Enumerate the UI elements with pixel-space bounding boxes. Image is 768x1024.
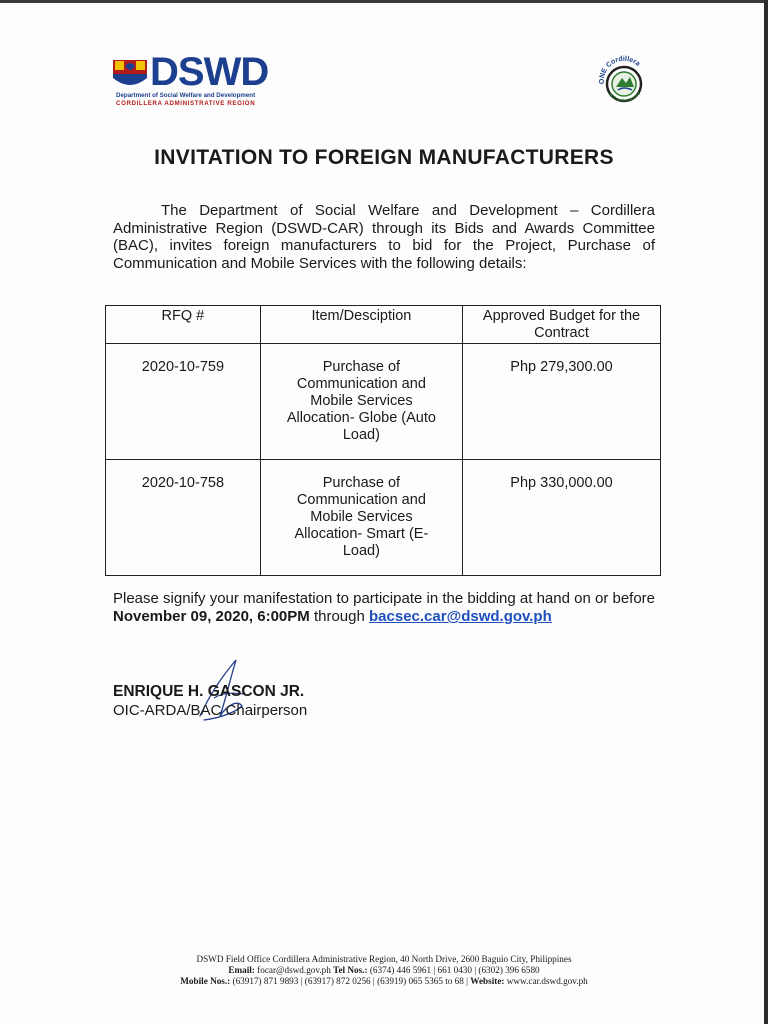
seal-bottom-text: YES to Autonomy xyxy=(607,90,642,103)
rfq-number: 2020-10-758 xyxy=(106,460,261,576)
signatory-position: OIC-ARDA/BAC Chairperson xyxy=(113,702,308,719)
logo-subtitle-region: CORDILLERA ADMINISTRATIVE REGION xyxy=(116,100,256,107)
scan-edge-top xyxy=(0,0,768,3)
rfq-number: 2020-10-759 xyxy=(106,344,261,460)
logo-wordmark: DSWD xyxy=(150,50,269,94)
table-header-row xyxy=(106,306,661,344)
item-description: Purchase of Communication and Mobile Services Allocation- Smart (E-Load) xyxy=(294,475,429,559)
dswd-logo xyxy=(112,50,282,116)
item-description: Purchase of Communication and Mobile Services Allocation- Globe (Auto Load) xyxy=(286,359,436,443)
closing-text: Please signify your manifestation to participate in the bidding at hand on or before xyxy=(113,590,656,607)
document-title: INVITATION TO FOREIGN MANUFACTURERS xyxy=(154,146,614,169)
footer-mobile-label: Mobile Nos.: xyxy=(180,976,231,986)
closing-through: through xyxy=(309,608,369,625)
dswd-emblem-icon xyxy=(112,58,148,90)
signatory-name: ENRIQUE H. GASCON JR. xyxy=(113,683,305,700)
submission-deadline: November 09, 2020, 6:00PM xyxy=(113,608,310,625)
table-row xyxy=(106,460,661,576)
footer-website-label: Website: xyxy=(470,976,505,986)
approved-budget: Php 330,000.00 xyxy=(463,460,661,576)
footer-mobile-numbers: (63917) 871 9893 | (63917) 872 0256 | (63919) 065 5365 to 68 | xyxy=(232,976,468,986)
footer-tel-label: Tel Nos.: xyxy=(333,965,368,975)
footer-email-label: Email: xyxy=(228,965,255,975)
header-approved-budget: Approved Budget for the Contract xyxy=(463,306,661,344)
intro-paragraph xyxy=(113,202,655,272)
footer-mobile xyxy=(0,976,768,987)
approved-budget: Php 279,300.00 xyxy=(463,344,661,460)
footer-contacts xyxy=(0,965,768,976)
one-cordillera-seal-icon xyxy=(596,54,652,110)
header-rfq: RFQ # xyxy=(106,306,261,344)
item-description-cell xyxy=(260,344,462,460)
closing-paragraph xyxy=(113,590,655,626)
rfq-table xyxy=(105,305,661,576)
footer xyxy=(0,954,768,987)
footer-email: focar@dswd.gov.ph xyxy=(257,965,331,975)
item-description-cell xyxy=(260,460,462,576)
header-item-description: Item/Desciption xyxy=(260,306,462,344)
footer-tel: (6374) 446 5961 | 661 0430 | (6302) 396 6580 xyxy=(369,965,540,975)
footer-address: DSWD Field Office Cordillera Administrative Region, 40 North Drive, 2600 Baguio City, Philippines xyxy=(196,954,572,964)
bac-email-link[interactable]: bacsec.car@dswd.gov.ph xyxy=(369,608,552,625)
footer-website: www.car.dswd.gov.ph xyxy=(506,976,588,986)
table-row xyxy=(106,344,661,460)
intro-text: The Department of Social Welfare and Development – Cordillera Administrative Region (DSWD-CAR) through its Bids and Awards Committee (BAC), invites foreign manufacturers to bid for the Project, Purchase of Communication and Mobile Services with the following details: xyxy=(113,202,655,272)
logo-subtitle-department: Department of Social Welfare and Development xyxy=(116,92,256,99)
seal-top-text: ONE Cordillera xyxy=(598,55,642,85)
